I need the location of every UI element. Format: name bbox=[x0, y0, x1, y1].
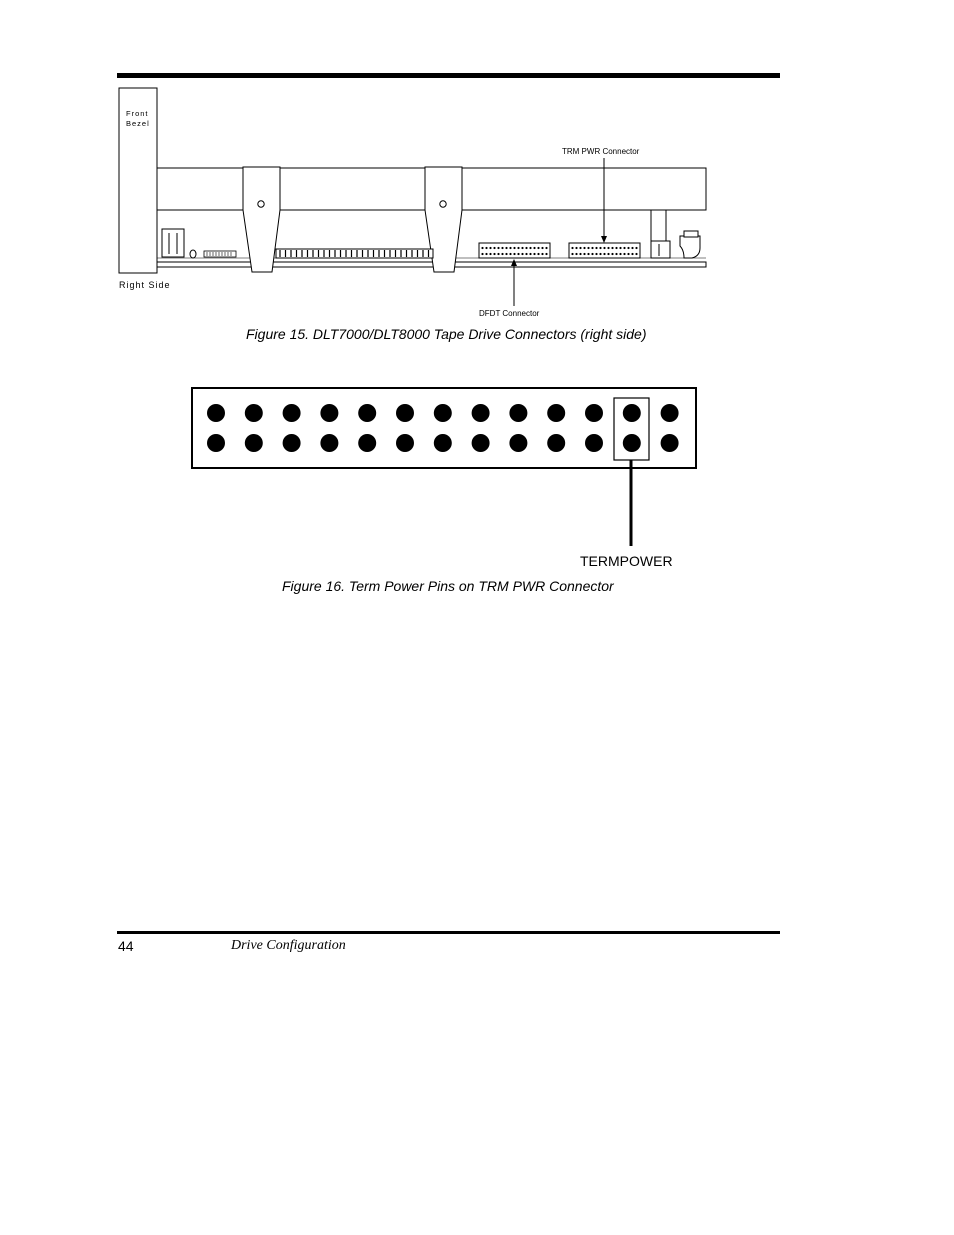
connector-pin bbox=[547, 404, 565, 422]
termpower-label: TERMPOWER bbox=[580, 553, 673, 569]
dfdt-connector-label: DFDT Connector bbox=[479, 309, 540, 318]
connector-pin bbox=[661, 434, 679, 452]
connector-pin bbox=[358, 404, 376, 422]
page-number: 44 bbox=[118, 938, 134, 954]
bezel-label: Bezel bbox=[126, 119, 150, 128]
right-side-label: Right Side bbox=[119, 280, 171, 290]
connector-pin bbox=[472, 434, 490, 452]
termpower-pin bbox=[623, 404, 641, 422]
connector-pin bbox=[283, 404, 301, 422]
figure-16-caption: Figure 16. Term Power Pins on TRM PWR Connector bbox=[282, 578, 614, 594]
termpower-pin bbox=[623, 434, 641, 452]
connector-pin bbox=[547, 434, 565, 452]
connector-pin bbox=[509, 434, 527, 452]
connector-pin bbox=[320, 434, 338, 452]
connector-pin bbox=[509, 404, 527, 422]
connector-pin bbox=[585, 434, 603, 452]
trm-pwr-connector-label: TRM PWR Connector bbox=[562, 147, 640, 156]
connector-pin bbox=[396, 434, 414, 452]
connector-pin bbox=[207, 404, 225, 422]
front-label: Front bbox=[126, 109, 149, 118]
footer-section-title: Drive Configuration bbox=[231, 938, 346, 953]
connector-pin bbox=[434, 434, 452, 452]
connector-pin bbox=[472, 404, 490, 422]
figure-16-pin-diagram bbox=[0, 0, 954, 600]
connector-pin bbox=[320, 404, 338, 422]
connector-pin bbox=[207, 434, 225, 452]
figure-15-caption: Figure 15. DLT7000/DLT8000 Tape Drive Connectors (right side) bbox=[246, 326, 647, 342]
connector-pin bbox=[585, 404, 603, 422]
trm-pwr-connector-outline bbox=[192, 388, 696, 468]
connector-pin bbox=[358, 434, 376, 452]
connector-pin bbox=[434, 404, 452, 422]
connector-pin bbox=[396, 404, 414, 422]
connector-pin bbox=[661, 404, 679, 422]
connector-pin bbox=[245, 404, 263, 422]
connector-pin bbox=[245, 434, 263, 452]
connector-pin bbox=[283, 434, 301, 452]
footer-rule bbox=[117, 931, 780, 934]
